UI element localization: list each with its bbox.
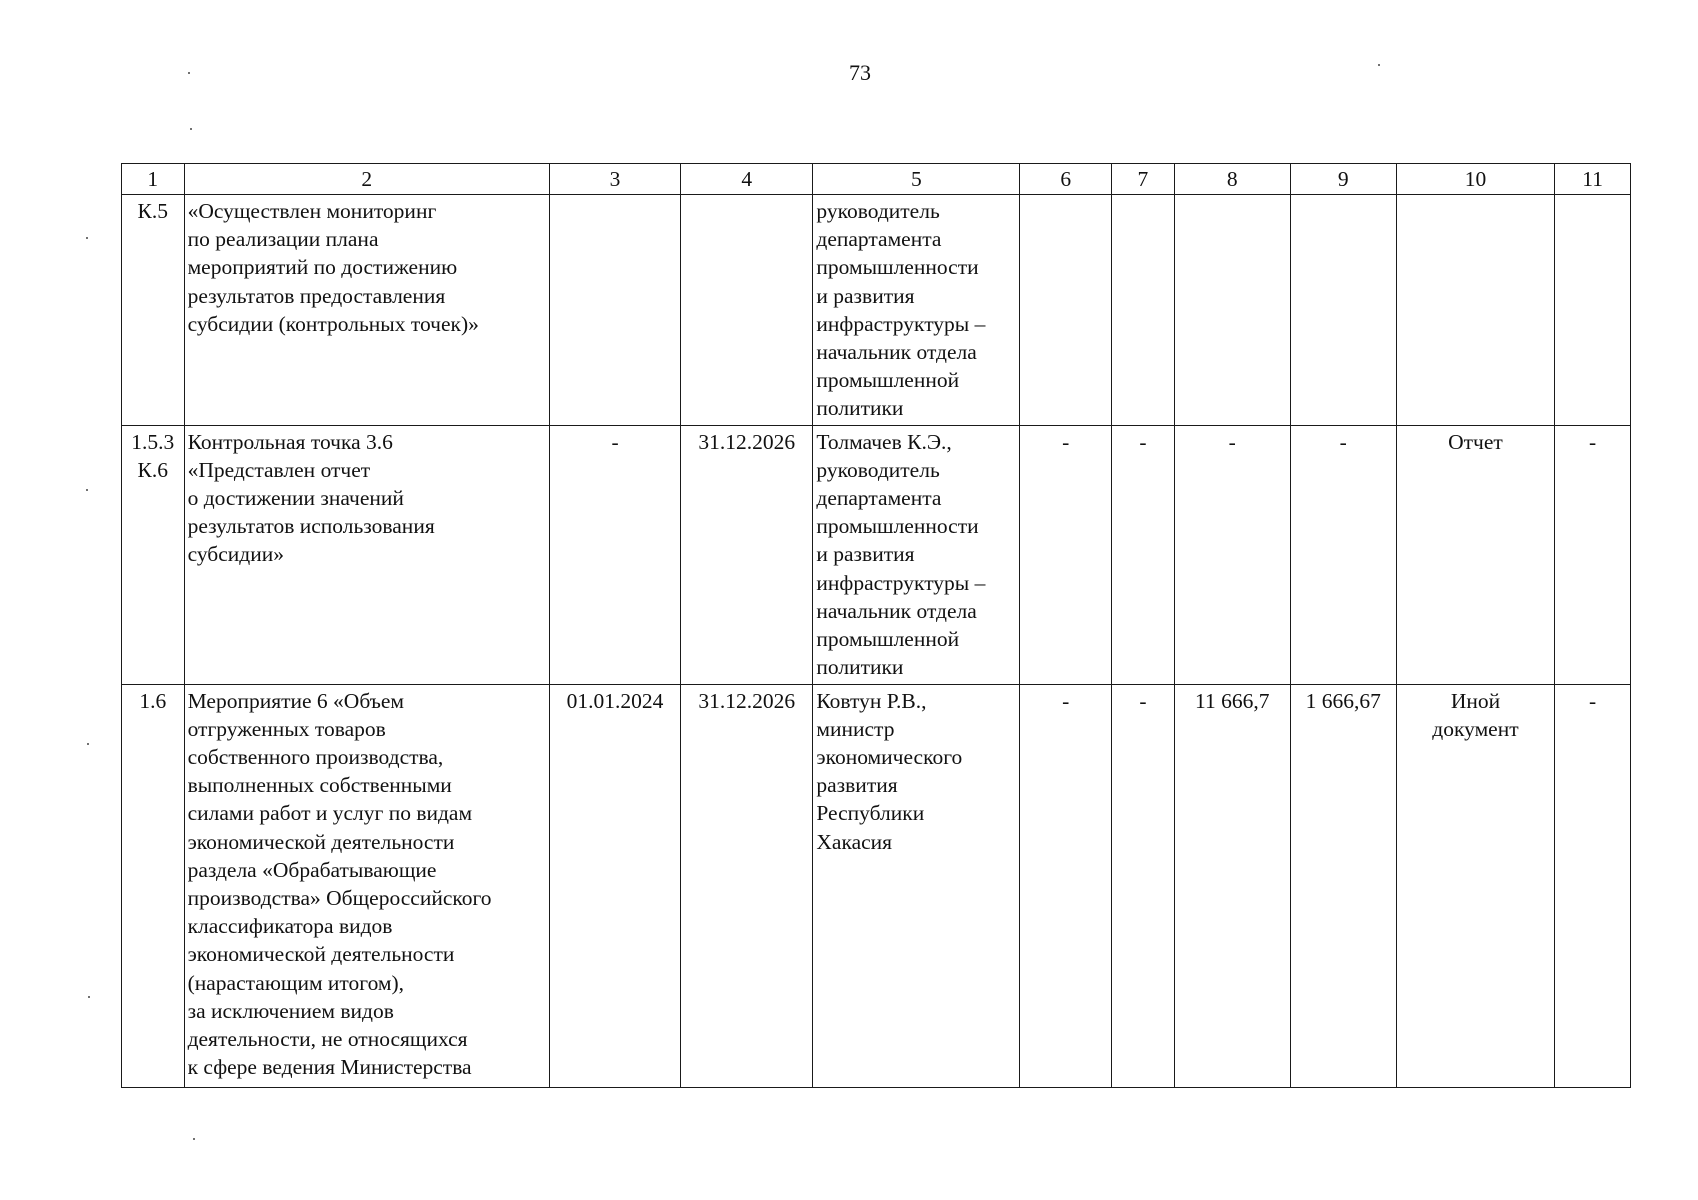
column-header-7: 7 (1112, 164, 1175, 195)
scan-speck (88, 996, 90, 998)
description-cell: «Осуществлен мониторинг по реализации плана мероприятий по достижению результатов предоставления субсидии (контрольных точек)» (184, 195, 549, 426)
column-9-cell: - (1290, 425, 1396, 684)
start-date-cell: 01.01.2024 (549, 684, 680, 1087)
column-7-cell: - (1112, 425, 1175, 684)
start-date-cell: - (549, 425, 680, 684)
document-type-cell: Отчет (1396, 425, 1554, 684)
scan-speck (86, 237, 88, 239)
column-header-8: 8 (1174, 164, 1290, 195)
row-number-cell: 1.5.3 К.6 (122, 425, 185, 684)
column-7-cell: - (1112, 684, 1175, 1087)
header-row (122, 164, 1631, 195)
scan-speck (188, 72, 190, 74)
column-8-cell (1174, 195, 1290, 426)
scan-speck (193, 1138, 195, 1140)
column-header-5: 5 (813, 164, 1020, 195)
table-row (122, 195, 1631, 426)
plan-table (121, 163, 1631, 1088)
responsible-cell: Ковтун Р.В., министр экономического развития Республики Хакасия (813, 684, 1020, 1087)
scan-speck (190, 128, 192, 130)
responsible-cell: Толмачев К.Э., руководитель департамента промышленности и развития инфраструктуры – начальник отдела промышленной политики (813, 425, 1020, 684)
column-11-cell: - (1555, 425, 1631, 684)
responsible-cell: руководитель департамента промышленности и развития инфраструктуры – начальник отдела промышленной политики (813, 195, 1020, 426)
column-header-3: 3 (549, 164, 680, 195)
description-cell: Контрольная точка 3.6 «Представлен отчет о достижении значений результатов использования субсидии» (184, 425, 549, 684)
scan-speck (1378, 64, 1380, 66)
end-date-cell: 31.12.2026 (681, 425, 813, 684)
description-cell: Мероприятие 6 «Объем отгруженных товаров собственного производства, выполненных собственными силами работ и услуг по видам экономической деятельности раздела «Обрабатывающие производства» Общероссийского классификатора видов экономической деятельности (нарастающим итогом), за исключением видов деятельности, не относящихся к сфере ведения Министерства (184, 684, 549, 1087)
start-date-cell (549, 195, 680, 426)
column-header-9: 9 (1290, 164, 1396, 195)
end-date-cell (681, 195, 813, 426)
column-7-cell (1112, 195, 1175, 426)
column-header-11: 11 (1555, 164, 1631, 195)
column-11-cell: - (1555, 684, 1631, 1087)
column-6-cell: - (1020, 684, 1112, 1087)
row-number-cell: 1.6 (122, 684, 185, 1087)
column-header-4: 4 (681, 164, 813, 195)
column-9-cell (1290, 195, 1396, 426)
column-header-10: 10 (1396, 164, 1554, 195)
scan-speck (86, 489, 88, 491)
page-number: 73 (849, 60, 871, 85)
scan-speck (87, 743, 89, 745)
column-9-cell: 1 666,67 (1290, 684, 1396, 1087)
row-number-cell: К.5 (122, 195, 185, 426)
column-11-cell (1555, 195, 1631, 426)
column-header-2: 2 (184, 164, 549, 195)
column-header-1: 1 (122, 164, 185, 195)
table-row (122, 425, 1631, 684)
column-6-cell: - (1020, 425, 1112, 684)
column-header-6: 6 (1020, 164, 1112, 195)
end-date-cell: 31.12.2026 (681, 684, 813, 1087)
table-row (122, 684, 1631, 1087)
document-type-cell: Иной документ (1396, 684, 1554, 1087)
document-type-cell (1396, 195, 1554, 426)
column-6-cell (1020, 195, 1112, 426)
column-8-cell: - (1174, 425, 1290, 684)
column-8-cell: 11 666,7 (1174, 684, 1290, 1087)
